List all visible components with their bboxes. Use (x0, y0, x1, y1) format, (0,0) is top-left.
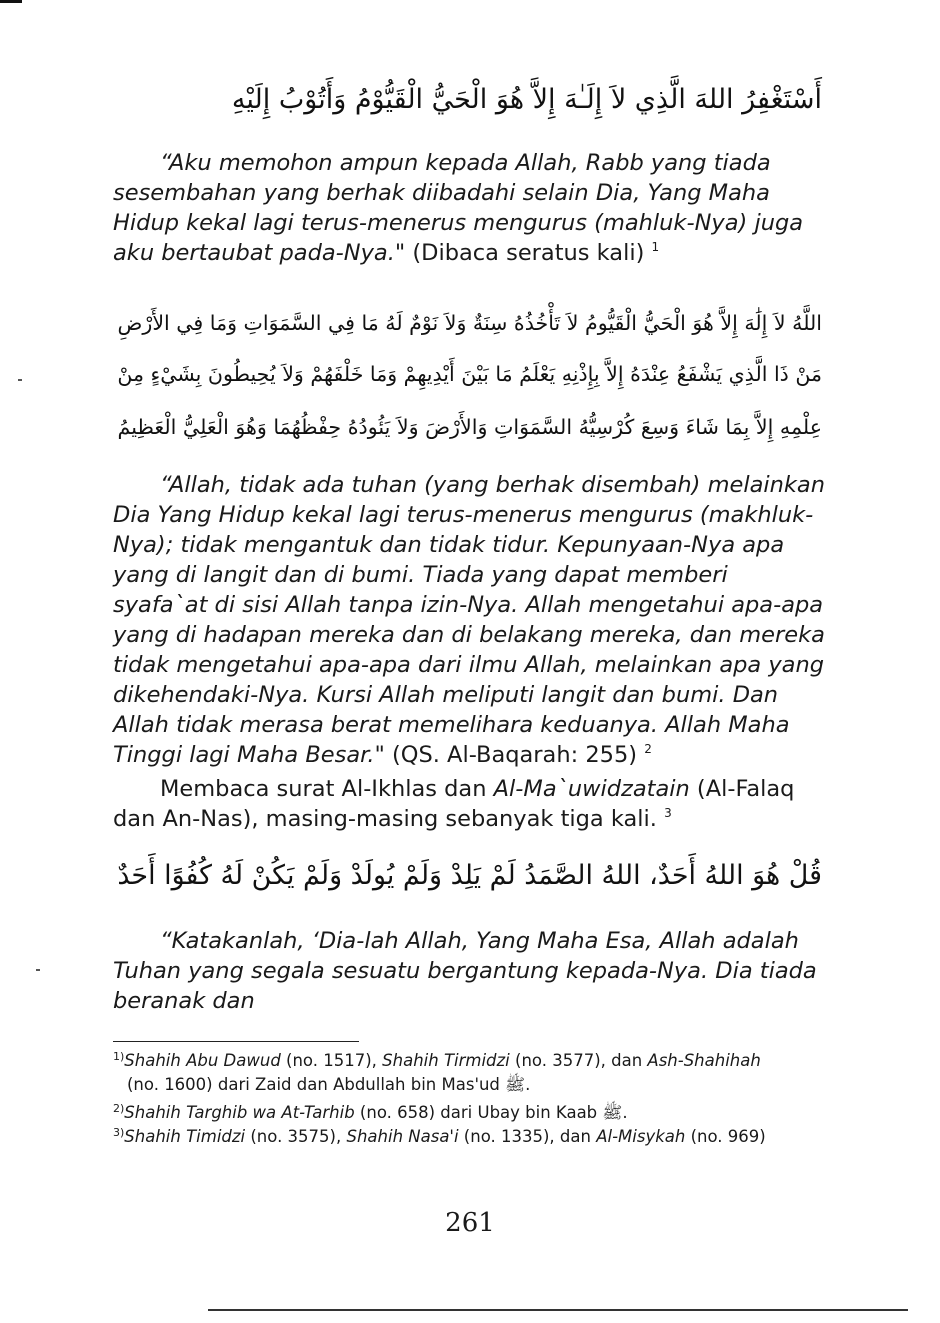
footnote-3-source-b: Shahih Nasa'i (346, 1127, 459, 1146)
footnote-1 (113, 1049, 843, 1097)
instruction-paragraph (113, 774, 825, 834)
footnote-1-mark: 1) (113, 1050, 125, 1063)
instruction-text-c: (Al-Falaq dan An-Nas), masing-masing sebanyak tiga kali. (113, 776, 795, 832)
bottom-rule (208, 1309, 908, 1311)
footnote-rule (113, 1041, 359, 1042)
footnote-2-source: Shahih Targhib wa At-Tarhib (124, 1103, 355, 1122)
arabic-kursi-line-2: مَنْ ذَا الَّذِي يَشْفَعُ عِنْدَهُ إِلاَّ بِإِذْنِهِ يَعْلَمُ مَا بَيْنَ أَيْدِيهِمْ وَمَا خَلْفَهُمْ وَلاَ يُحِيطُونَ بِشَيْءٍ مِنْ (117, 362, 822, 386)
footnote-2-text: (no. 658) dari Ubay bin Kaab ﷺ. (354, 1103, 628, 1122)
footnote-3-text-a: (no. 3575), (245, 1127, 347, 1146)
corner-mark (0, 0, 22, 3)
translation-kursi-text: “Allah, tidak ada tuhan (yang berhak disembah) melainkan Dia Yang Hidup kekal lagi terus-menerus mengurus (makhluk-Nya); tidak mengantuk dan tidak tidur. Kepunyaan-Nya apa yang di langit dan di bumi. Tiada yang dapat memberi syafa`at di sisi Allah tanpa izin-Nya. Allah mengetahui apa-apa yang di hadapan mereka dan di belakang mereka, dan mereka tidak mengetahui apa-apa dari ilmu Allah, melainkan apa yang dikehendaki-Nya. Kursi Allah meliputi langit dan bumi. Dan Allah tidak merasa berat memelihara keduanya. Allah Maha Tinggi lagi Maha Besar." (113, 472, 825, 768)
footnote-ref-2: 2 (644, 742, 652, 756)
arabic-kursi-line-3: عِلْمِهِ إِلاَّ بِمَا شَاءَ وَسِعَ كُرْسِيُّهُ السَّمَوَاتِ وَالأَرْضَ وَلاَ يَئُودُهُ حِفْظُهُمَا وَهُوَ الْعَلِيُّ الْعَظِيمُ (117, 415, 822, 439)
instruction-term: Al-Ma`uwidzatain (493, 776, 690, 802)
footnote-2 (113, 1101, 843, 1125)
translation-istighfar-note: (Dibaca seratus kali) (405, 240, 645, 266)
footnote-ref-1: 1 (651, 240, 660, 254)
footnote-1-text-b: (no. 3577), dan (509, 1051, 648, 1070)
footnote-3-source-c: Al-Misykah (596, 1127, 686, 1146)
margin-speck (18, 379, 22, 381)
footnote-ref-3: 3 (664, 806, 672, 820)
arabic-ikhlas: قُلْ هُوَ اللهُ أَحَدٌ، اللهُ الصَّمَدُ لَمْ يَلِدْ وَلَمْ يُولَدْ وَلَمْ يَكُنْ لَهُ كُفُوًا أَحَدٌ (117, 860, 822, 891)
footnote-1-source: Shahih Abu Dawud (124, 1051, 281, 1070)
margin-speck-2 (36, 969, 40, 971)
page-number: 261 (445, 1208, 495, 1238)
translation-istighfar (113, 148, 825, 268)
arabic-kursi-line-1: اللَّهُ لاَ إِلَٰهَ إِلاَّ هُوَ الْحَيُّ الْقَيُّومُ لاَ تَأْخُذُهُ سِنَةٌ وَلاَ نَوْمٌ لَهُ مَا فِي السَّمَوَاتِ وَمَا فِي الأَرْضِ (117, 311, 822, 335)
footnote-3-mark: 3) (113, 1126, 125, 1139)
footnote-2-mark: 2) (113, 1102, 125, 1115)
footnote-3-source: Shahih Timidzi (124, 1127, 246, 1146)
instruction-text-a: Membaca surat Al-Ikhlas dan (160, 776, 494, 802)
footnote-3-text-b: (no. 1335), dan (458, 1127, 597, 1146)
arabic-istighfar: أَسْتَغْفِرُ اللهَ الَّذِي لاَ إِلَـٰهَ إِلاَّ هُوَ الْحَيُّ الْقَيُّوْمُ وَأَتُوْبُ إِلَيْهِ (231, 84, 822, 115)
footnote-1-source-b: Shahih Tirmidzi (382, 1051, 510, 1070)
footnote-3 (113, 1125, 843, 1149)
footnote-1-source-c: Ash-Shahihah (647, 1051, 761, 1070)
translation-kursi-source: (QS. Al-Baqarah: 255) (384, 742, 638, 768)
footnote-1-text-a: (no. 1517), (280, 1051, 383, 1070)
footnote-1-text-c: (no. 1600) dari Zaid dan Abdullah bin Mas'ud ﷺ. (127, 1075, 531, 1094)
translation-kursi (113, 470, 825, 770)
footnote-3-text-c: (no. 969) (685, 1127, 766, 1146)
translation-ikhlas: “Katakanlah, ‘Dia-lah Allah, Yang Maha Esa, Allah adalah Tuhan yang segala sesuatu bergantung kepada-Nya. Dia tiada beranak dan (113, 928, 817, 1014)
translation-istighfar-text: “Aku memohon ampun kepada Allah, Rabb yang tiada sesembahan yang berhak diibadahi selain Dia, Yang Maha Hidup kekal lagi terus-menerus mengurus (mahluk-Nya) juga aku bertaubat pada-Nya." (113, 150, 804, 266)
